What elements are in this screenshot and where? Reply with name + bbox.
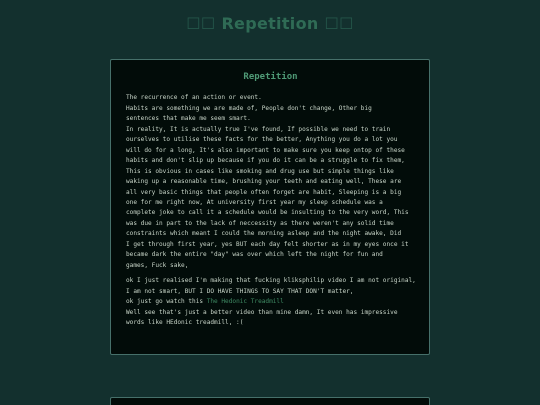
text-line: I get through first year, yes BUT each day felt shorter as in my eyes once it xyxy=(126,240,409,248)
text-line: games, Fuck sake, xyxy=(126,261,189,269)
post-paragraph-2 xyxy=(126,276,415,328)
text-line: This is obvious in cases like smoking and drug use but simple things like xyxy=(126,167,394,175)
text-line: ourselves to utilise these facts for the better, Anything you do a lot you xyxy=(126,136,398,144)
text-line: ok I just realised I'm making that fucking kliksphilip video I am not original, xyxy=(126,277,416,285)
text-line: waking up a reasonable time, brushing your teeth and eating well, These are xyxy=(126,178,402,186)
next-post-card xyxy=(110,397,430,405)
text-line: became dark the entire "day" was over which left the night for fun and xyxy=(126,251,383,259)
text-line: In reality, It is actually true I've found, If possible we need to train xyxy=(126,125,391,133)
text-line: habits and don't slip up because if you do it can be a struggle to fix them, xyxy=(126,157,405,165)
text-line: Well see that's just a better video than mine damn, It even has impressive xyxy=(126,308,398,316)
text-line: constraints which meant I could the morning asleep and the night awake, Did xyxy=(126,230,402,238)
text-line: all very basic things that people often forget are habit, Sleeping is a big xyxy=(126,188,402,196)
text-line: was due in part to the lack of neccessity as there weren't any solid time xyxy=(126,219,394,227)
link-prefix-text: ok just go watch this xyxy=(126,298,207,306)
text-line: Habits are something we are made of, People don't change, Other big xyxy=(126,104,372,112)
text-line: The recurrence of an action or event. xyxy=(126,94,262,102)
post-card xyxy=(110,59,430,355)
text-line: will do for a long, It's also important to make sure you keep ontop of these xyxy=(126,146,405,154)
text-line: complete joke to call it a schedule would be insulting to the very word, This xyxy=(126,209,409,217)
post-title: Repetition xyxy=(243,72,298,82)
post-paragraph-1 xyxy=(126,93,415,271)
hedonic-treadmill-link[interactable]: The Hedonic Treadmill xyxy=(206,298,284,306)
text-line: one for me right now, At university first year my sleep schedule was a xyxy=(126,198,383,206)
text-line: words like HEdonic treadmill, :( xyxy=(126,318,244,326)
text-line-with-link xyxy=(126,297,415,307)
text-line: sentences that make me seem smart. xyxy=(126,115,251,123)
site-title xyxy=(0,14,540,33)
text-line: I am not smart, BUT I DO HAVE THINGS TO SAY THAT DON'T matter, xyxy=(126,287,354,295)
title-decoration-left-icon: ☐☐ xyxy=(186,14,216,33)
site-title-text: Repetition xyxy=(221,14,319,33)
title-decoration-right-icon: ☐☐ xyxy=(324,14,354,33)
